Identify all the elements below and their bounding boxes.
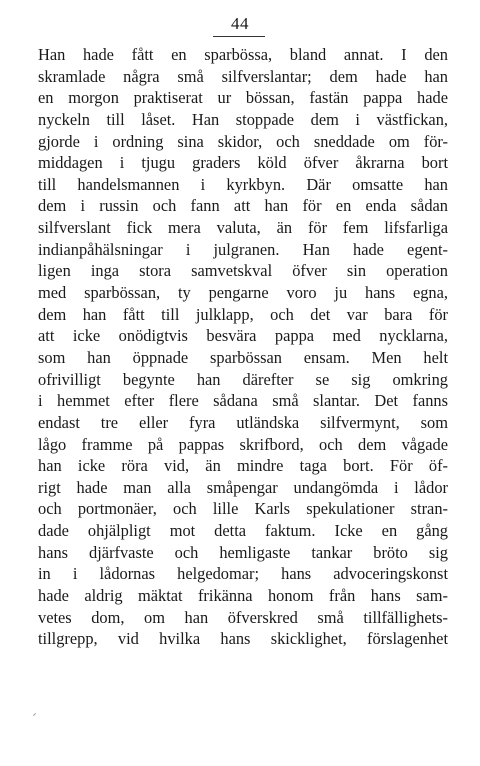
text-line: middagen i tjugu graders köld öfver åkrarna bort [38, 153, 448, 173]
text-line: lågo framme på pappas skrifbord, och dem vågade [38, 434, 448, 454]
text-line: ligen inga stora samvetskval öfver sin operation [38, 261, 448, 281]
text-line: i hemmet efter flere sådana små slantar. Det fanns [38, 391, 448, 411]
paper-speck [33, 713, 36, 716]
text-line: skramlade några små silfverslantar; dem hade han [38, 66, 448, 86]
text-line: med sparbössan, ty pengarne voro ju hans egna, [38, 283, 448, 303]
page-number: 44 [231, 14, 249, 33]
text-line: och portmonäer, och lille Karls spekulationer stran- [38, 499, 448, 519]
text-line: rigt hade man alla småpengar undangömda i lådor [38, 477, 448, 497]
text-line: Han hade fått en sparbössa, bland annat. I den [38, 45, 448, 64]
text-line: endast tre eller fyra utländska silfvermynt, som [38, 412, 448, 432]
text-line: gjorde i ordning sina skidor, och sneddade om för- [38, 131, 448, 151]
text-line: in i lådornas helgedomar; hans advoceringskonst [38, 564, 448, 584]
text-line: att icke onödigtvis besvära pappa med nycklarna, [38, 326, 448, 346]
body-text [38, 44, 448, 650]
text-line: ofrivilligt begynte han därefter se sig omkring [38, 369, 448, 389]
text-line: hans djärfvaste och hemligaste tankar bröto sig [38, 542, 448, 562]
text-line: dade ohjälpligt mot detta faktum. Icke en gång [38, 521, 448, 541]
text-line: tillgrepp, vid hvilka hans skicklighet, förslagenhet [38, 629, 448, 649]
text-line: som han öppnade sparbössan ensam. Men helt [38, 347, 448, 367]
text-line: till handelsmannen i kyrkbyn. Där omsatte han [38, 174, 448, 194]
text-line: dem han fått till julklapp, och det var bara för [38, 304, 448, 324]
text-line: nyckeln till låset. Han stoppade dem i västfickan, [38, 109, 448, 129]
text-line: vetes dom, om han öfverskred små tillfällighets- [38, 607, 448, 627]
text-line: hade aldrig mäktat frikänna honom från hans sam- [38, 586, 448, 606]
text-line: indianpåhälsningar i julgranen. Han hade egent- [38, 239, 448, 259]
text-line: han icke röra vid, än mindre taga bort. För öf- [38, 456, 448, 476]
text-line: silfverslant fick mera valuta, än för fem lifsfarliga [38, 218, 448, 238]
page-number-rule [213, 36, 265, 37]
text-line: dem i russin och fann att han för en enda sådan [38, 196, 448, 216]
text-line: en morgon praktiserat ur bössan, fastän pappa hade [38, 88, 448, 108]
